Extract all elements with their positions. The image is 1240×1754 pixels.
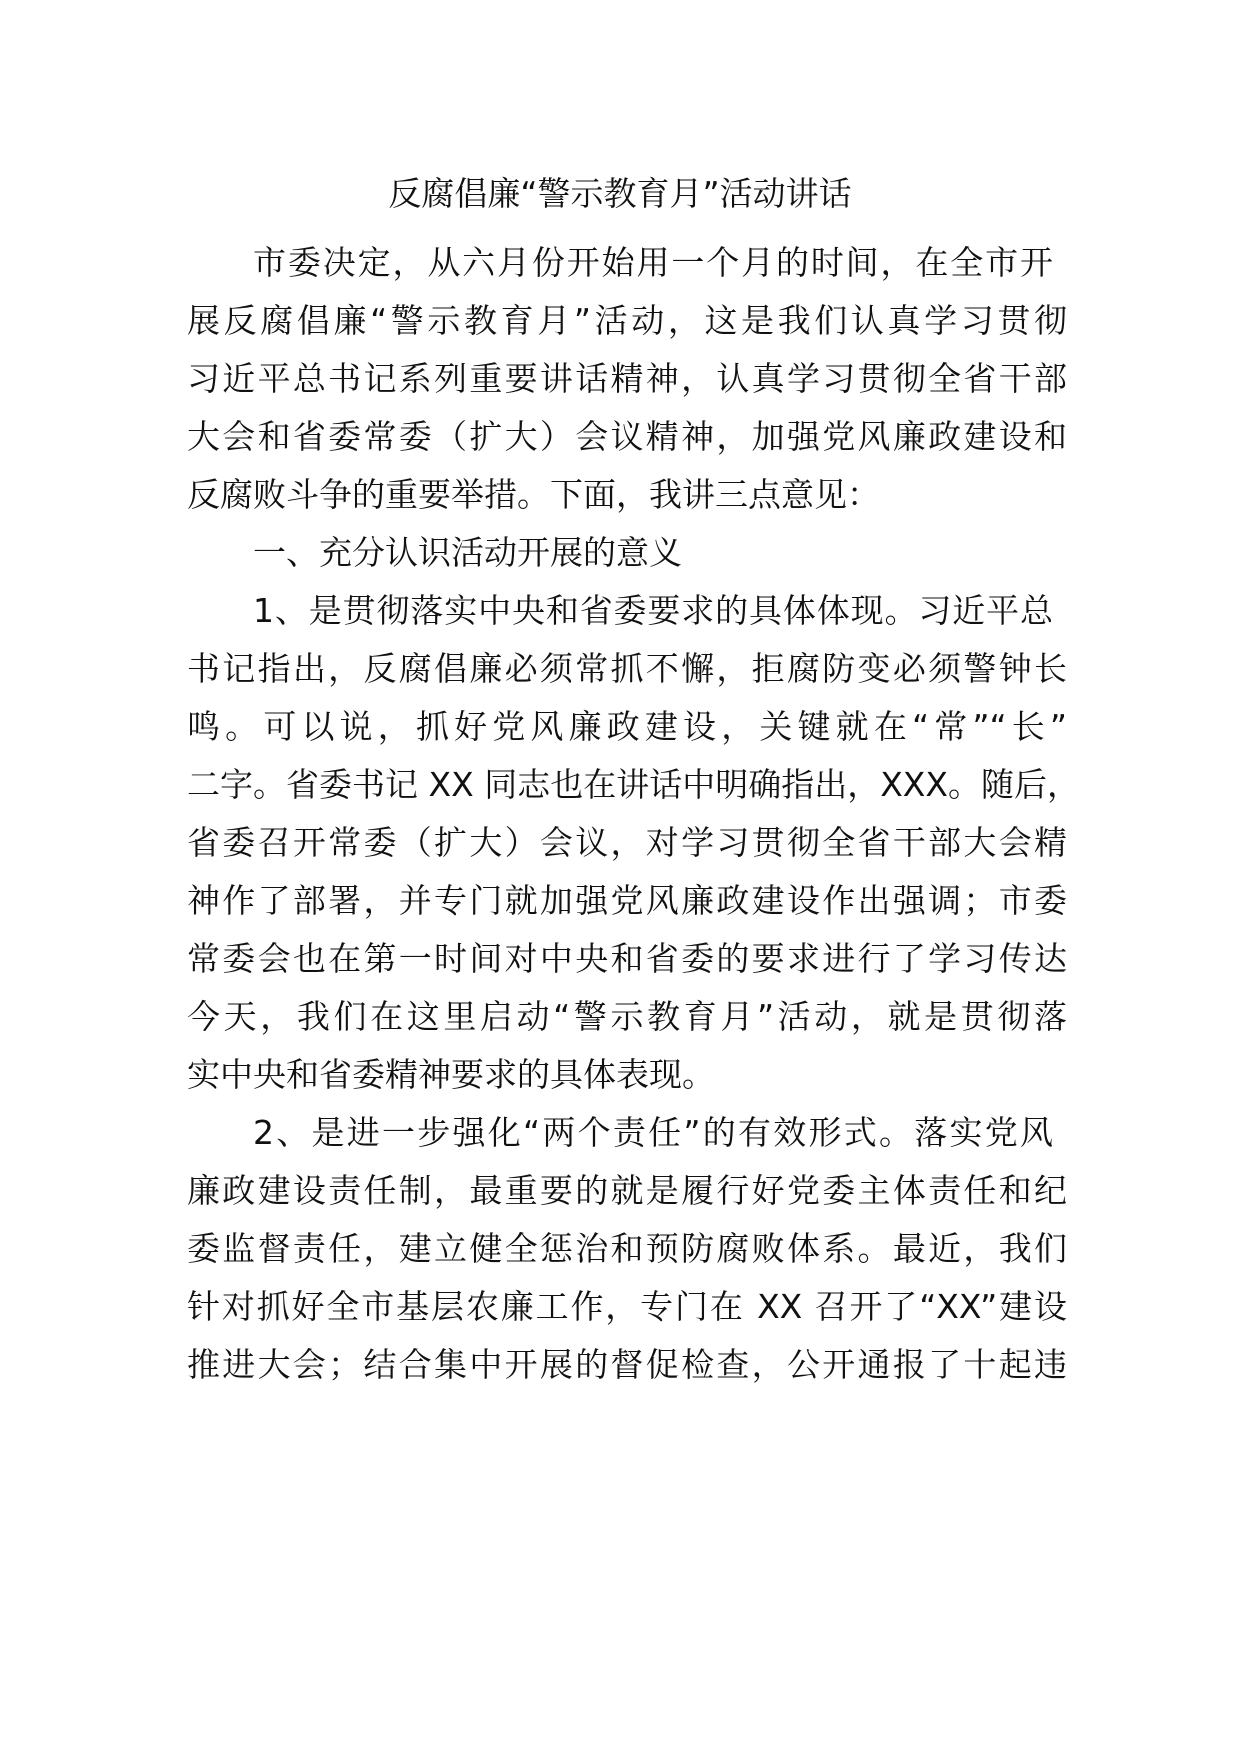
paragraph-1-line-3: 习近平总书记系列重要讲话精神，认真学习贯彻全省干部: [187, 359, 1067, 398]
point-1-line-8: 今天，我们在这里启动“警示教育月”活动，就是贯彻落: [187, 997, 1067, 1036]
paragraph-1-line-4: 大会和省委常委（扩大）会议精神，加强党风廉政建设和: [187, 417, 1067, 456]
point-2-line-4: 针对抓好全市基层农廉工作，专门在 XX 召开了“XX”建设: [187, 1287, 1067, 1326]
point-1-line-6: 神作了部署，并专门就加强党风廉政建设作出强调；市委: [187, 881, 1067, 920]
point-1-line-1: 1、是贯彻落实中央和省委要求的具体体现。习近平总: [253, 591, 1053, 630]
paragraph-1-line-2: 展反腐倡廉“警示教育月”活动，这是我们认真学习贯彻: [187, 301, 1067, 340]
section-heading-1: 一、充分认识活动开展的意义: [253, 533, 682, 572]
paragraph-1-line-1: 市委决定，从六月份开始用一个月的时间，在全市开: [253, 243, 1053, 282]
point-1-line-9: 实中央和省委精神要求的具体表现。: [187, 1055, 715, 1094]
paragraph-1-line-5: 反腐败斗争的重要举措。下面，我讲三点意见：: [187, 475, 880, 514]
point-2-line-3: 委监督责任，建立健全惩治和预防腐败体系。最近，我们: [187, 1229, 1067, 1268]
point-1-line-5: 省委召开常委（扩大）会议，对学习贯彻全省干部大会精: [187, 823, 1067, 862]
point-1-line-3: 鸣。可以说，抓好党风廉政建设，关键就在“常”“长”: [187, 707, 1067, 746]
point-2-line-2: 廉政建设责任制，最重要的就是履行好党委主体责任和纪: [187, 1171, 1067, 1210]
point-1-line-2: 书记指出，反腐倡廉必须常抓不懈，拒腐防变必须警钟长: [187, 649, 1067, 688]
point-1-line-7: 常委会也在第一时间对中央和省委的要求进行了学习传达: [187, 939, 1067, 978]
point-2-line-1: 2、是进一步强化“两个责任”的有效形式。落实党风: [253, 1113, 1053, 1152]
point-1-line-4: 二字。省委书记 XX 同志也在讲话中明确指出，XXX。随后，: [187, 765, 1081, 804]
document-title: 反腐倡廉“警示教育月”活动讲话: [388, 174, 852, 213]
point-2-line-5: 推进大会；结合集中开展的督促检查，公开通报了十起违: [187, 1345, 1067, 1384]
